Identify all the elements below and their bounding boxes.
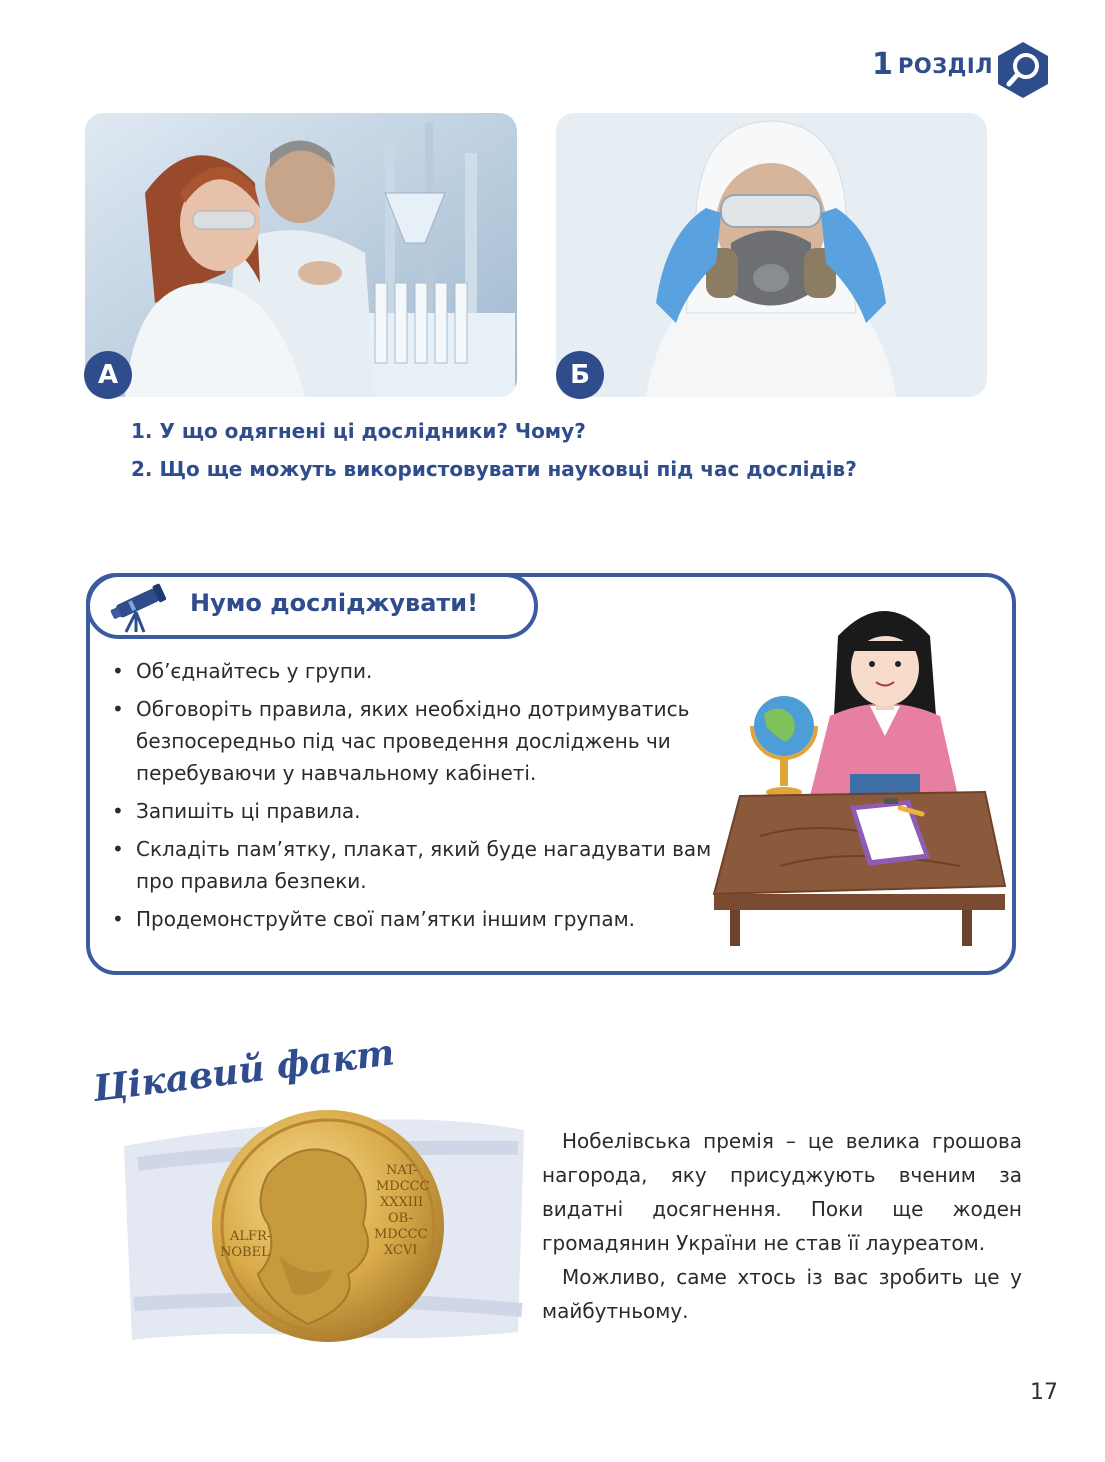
list-item: • Обговоріть правила, яких необхідно дотримуватись безпосередньо під час проведення досліджень чи перебуваючи у навчальному кабінеті.: [112, 693, 752, 789]
fact-text: [542, 1124, 1022, 1328]
chapter-number: 1: [872, 47, 893, 82]
question-1: 1. У що одягнені ці дослідники? Чому?: [131, 419, 586, 443]
photo-badge-a: А: [84, 351, 132, 399]
magnifier-icon: [995, 40, 1051, 100]
investigate-list: [112, 655, 752, 941]
photo-lab-researchers: [85, 113, 517, 397]
girl-at-desk-illustration: [700, 596, 1020, 956]
list-item: • Продемонструйте свої пам’ятки іншим групам.: [112, 903, 752, 935]
svg-text:XCVI: XCVI: [384, 1243, 418, 1258]
telescope-icon: [106, 582, 170, 634]
list-item: • Об’єднайтесь у групи.: [112, 655, 752, 687]
investigate-tab: [86, 573, 538, 639]
fact-paragraph-1: Нобелівська премія – це велика грошова нагорода, яку присуджують вченим за видатні досягнення. Поки ще жоден громадянин України не став її лауреатом.: [542, 1129, 1022, 1255]
photo-badge-b: Б: [556, 351, 604, 399]
svg-text:XXXIII: XXXIII: [380, 1195, 424, 1210]
chapter-header: [860, 40, 1060, 100]
svg-text:OB-: OB-: [388, 1211, 413, 1226]
medal-text-right: NAT-: [386, 1163, 418, 1178]
page-number: 17: [1030, 1380, 1058, 1405]
fact-title: Цікавий факт: [90, 1031, 397, 1110]
svg-text:NOBEL: NOBEL: [220, 1245, 270, 1260]
chapter-label: РОЗДІЛ: [898, 54, 994, 78]
investigate-title: Нумо досліджувати!: [190, 589, 479, 617]
svg-text:MDCCC: MDCCC: [374, 1227, 428, 1242]
fact-paragraph-2: Можливо, саме хтось із вас зробить це у майбутньому.: [542, 1265, 1022, 1323]
list-item: • Запишіть ці правила.: [112, 795, 752, 827]
photo-protective-suit: [556, 113, 987, 397]
list-item: • Складіть пам’ятку, плакат, який буде нагадувати вам про правила безпеки.: [112, 833, 716, 897]
svg-text:MDCCC: MDCCC: [376, 1179, 430, 1194]
medal-text-left: ALFR-: [230, 1229, 272, 1244]
question-2: 2. Що ще можуть використовувати науковці під час дослідів?: [131, 457, 857, 481]
nobel-medal-image: [118, 1104, 530, 1348]
